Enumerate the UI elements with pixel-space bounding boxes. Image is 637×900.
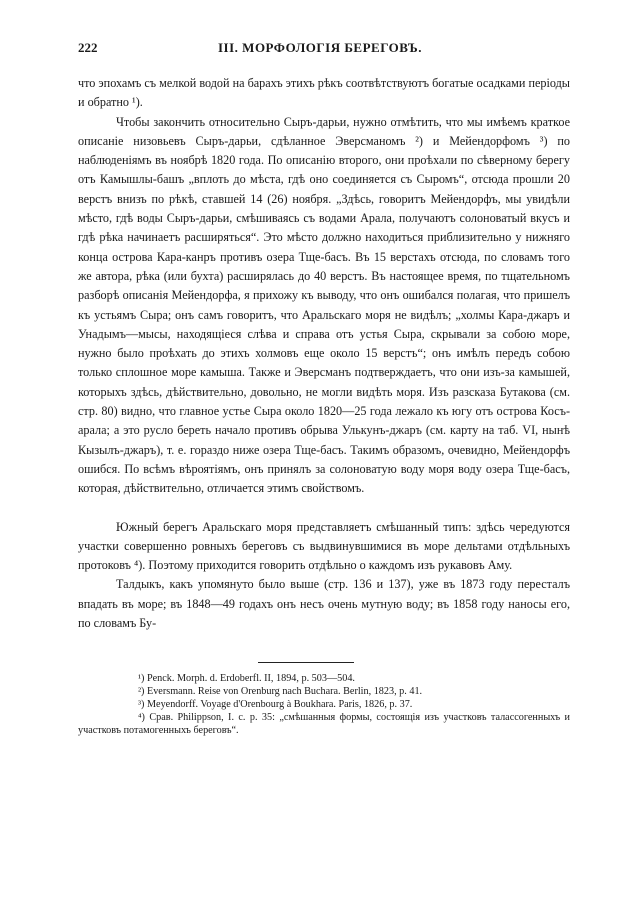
paragraph-1: что эпохамъ съ мелкой водой на барахъ этихъ рѣкъ соотвѣтствуютъ богатые осадками періоды и обратно ¹). — [78, 76, 570, 110]
book-page — [78, 40, 570, 737]
footnote-3: ³) Meyendorff. Voyage d'Orenbourg à Boukhara. Paris, 1826, p. 37. — [138, 698, 413, 710]
footnote-1: ¹) Penck. Morph. d. Erdoberfl. II, 1894, p. 503—504. — [138, 673, 355, 685]
footnotes — [78, 673, 570, 737]
running-head: III. МОРФОЛОГІЯ БЕРЕГОВЪ. — [218, 40, 422, 55]
footnote-4: ⁴) Срав. Philippson, I. c. p. 35: „смѣшанныя формы, состоящія изъ участковъ таласcогенныхъ и участковъ потамогенныхъ береговъ“. — [78, 711, 570, 736]
page-header — [78, 40, 570, 56]
body-text — [78, 74, 570, 633]
paragraph-3: Южный берегъ Аральскаго моря представляетъ смѣшанный типъ: здѣсь чередуются участки совершенно ровныхъ береговъ съ выдвинувшимися въ море дельтами отдѣльныхъ протоковъ ⁴). Поэтому приходится говорить отдѣльно о каждомъ изъ рукавовъ Аму. — [78, 519, 570, 573]
paragraph-gap — [78, 499, 570, 518]
paragraph-4: Талдыкъ, какъ упомянуто было выше (стр. 136 и 137), уже въ 1873 году пересталъ впадать въ море; въ 1848—49 годахъ онъ несъ очень мутную воду; въ 1858 году наносы его, по словамъ Бу- — [78, 577, 570, 631]
paragraph-2: Чтобы закончить относительно Сыръ-дарьи, нужно отмѣтить, что мы имѣемъ краткое описаніе низовьевъ Сыръ-дарьи, сдѣланное Эверсманомъ ²) и Мейендорфомъ ³) по наблюденіямъ въ ноябрѣ 1820 года. По описанію второго, они проѣхали по сѣверному берегу отъ Камышлы-башъ „вплоть до мѣста, гдѣ оно соединяется съ Сыромъ“, отсюда прошли 20 верстъ внизъ по рѣкѣ, ставшей 14 (26) ноября. „Здѣсь, говоритъ Мейендорфъ, мы увидѣли мѣсто, гдѣ воды Сыръ-дарьи, смѣшиваясь съ водами Арала, получаютъ солоноватый вкусъ и гдѣ рѣка начинаетъ расширяться“. Это мѣсто должно находиться приблизительно у нижняго конца острова Кара-канръ противъ озера Тще-басъ. Въ 15 верстахъ отсюда, по словамъ того же автора, рѣка (или бухта) расширялась до 40 верстъ. Въ настоящее время, по тщательномъ разборѣ описанія Мейендорфа, я прихожу къ выводу, что онъ ошибался полагая, что пришелъ къ устьямъ Сыра; онъ самъ говоритъ, что Аральскаго моря не видѣлъ; „холмы Кара-джаръ и Унадымъ—мысы, находящіеся слѣва и справа отъ устья Сыра, скрывали за собою море, нужно было проѣхать до этихъ холмовъ еще около 15 верстъ“; онъ имѣлъ передъ собою только сплошное море камыша. Также и Эверсманъ подтверждаетъ, что они изъ-за камышей, которыхъ здѣсь, дѣйствительно, довольно, не могли видѣть моря. Изъ разсказа Бутакова (см. стр. 80) видно, что главное устье Сыра около 1820—25 года лежало къ югу отъ острова Косъ-арала; а это русло береть начало противъ обрыва Улькунъ-джаръ (см. карту на таб. VI, нынѣ Кызылъ-джаръ), т. е. гораздо ниже озера Тще-басъ. Такимъ образомъ, очевидно, Мейендорфъ ошибся. По всѣмъ вѣроятіямъ, онъ принялъ за солоноватую воду моря воду озера Тще-басъ, которая, дѣйствительно, отличается этимъ свойствомъ. — [78, 114, 570, 496]
page-number: 222 — [78, 40, 98, 55]
footnote-2: ²) Eversmann. Reise von Orenburg nach Buchara. Berlin, 1823, p. 41. — [138, 686, 423, 698]
footnote-divider — [258, 662, 354, 663]
